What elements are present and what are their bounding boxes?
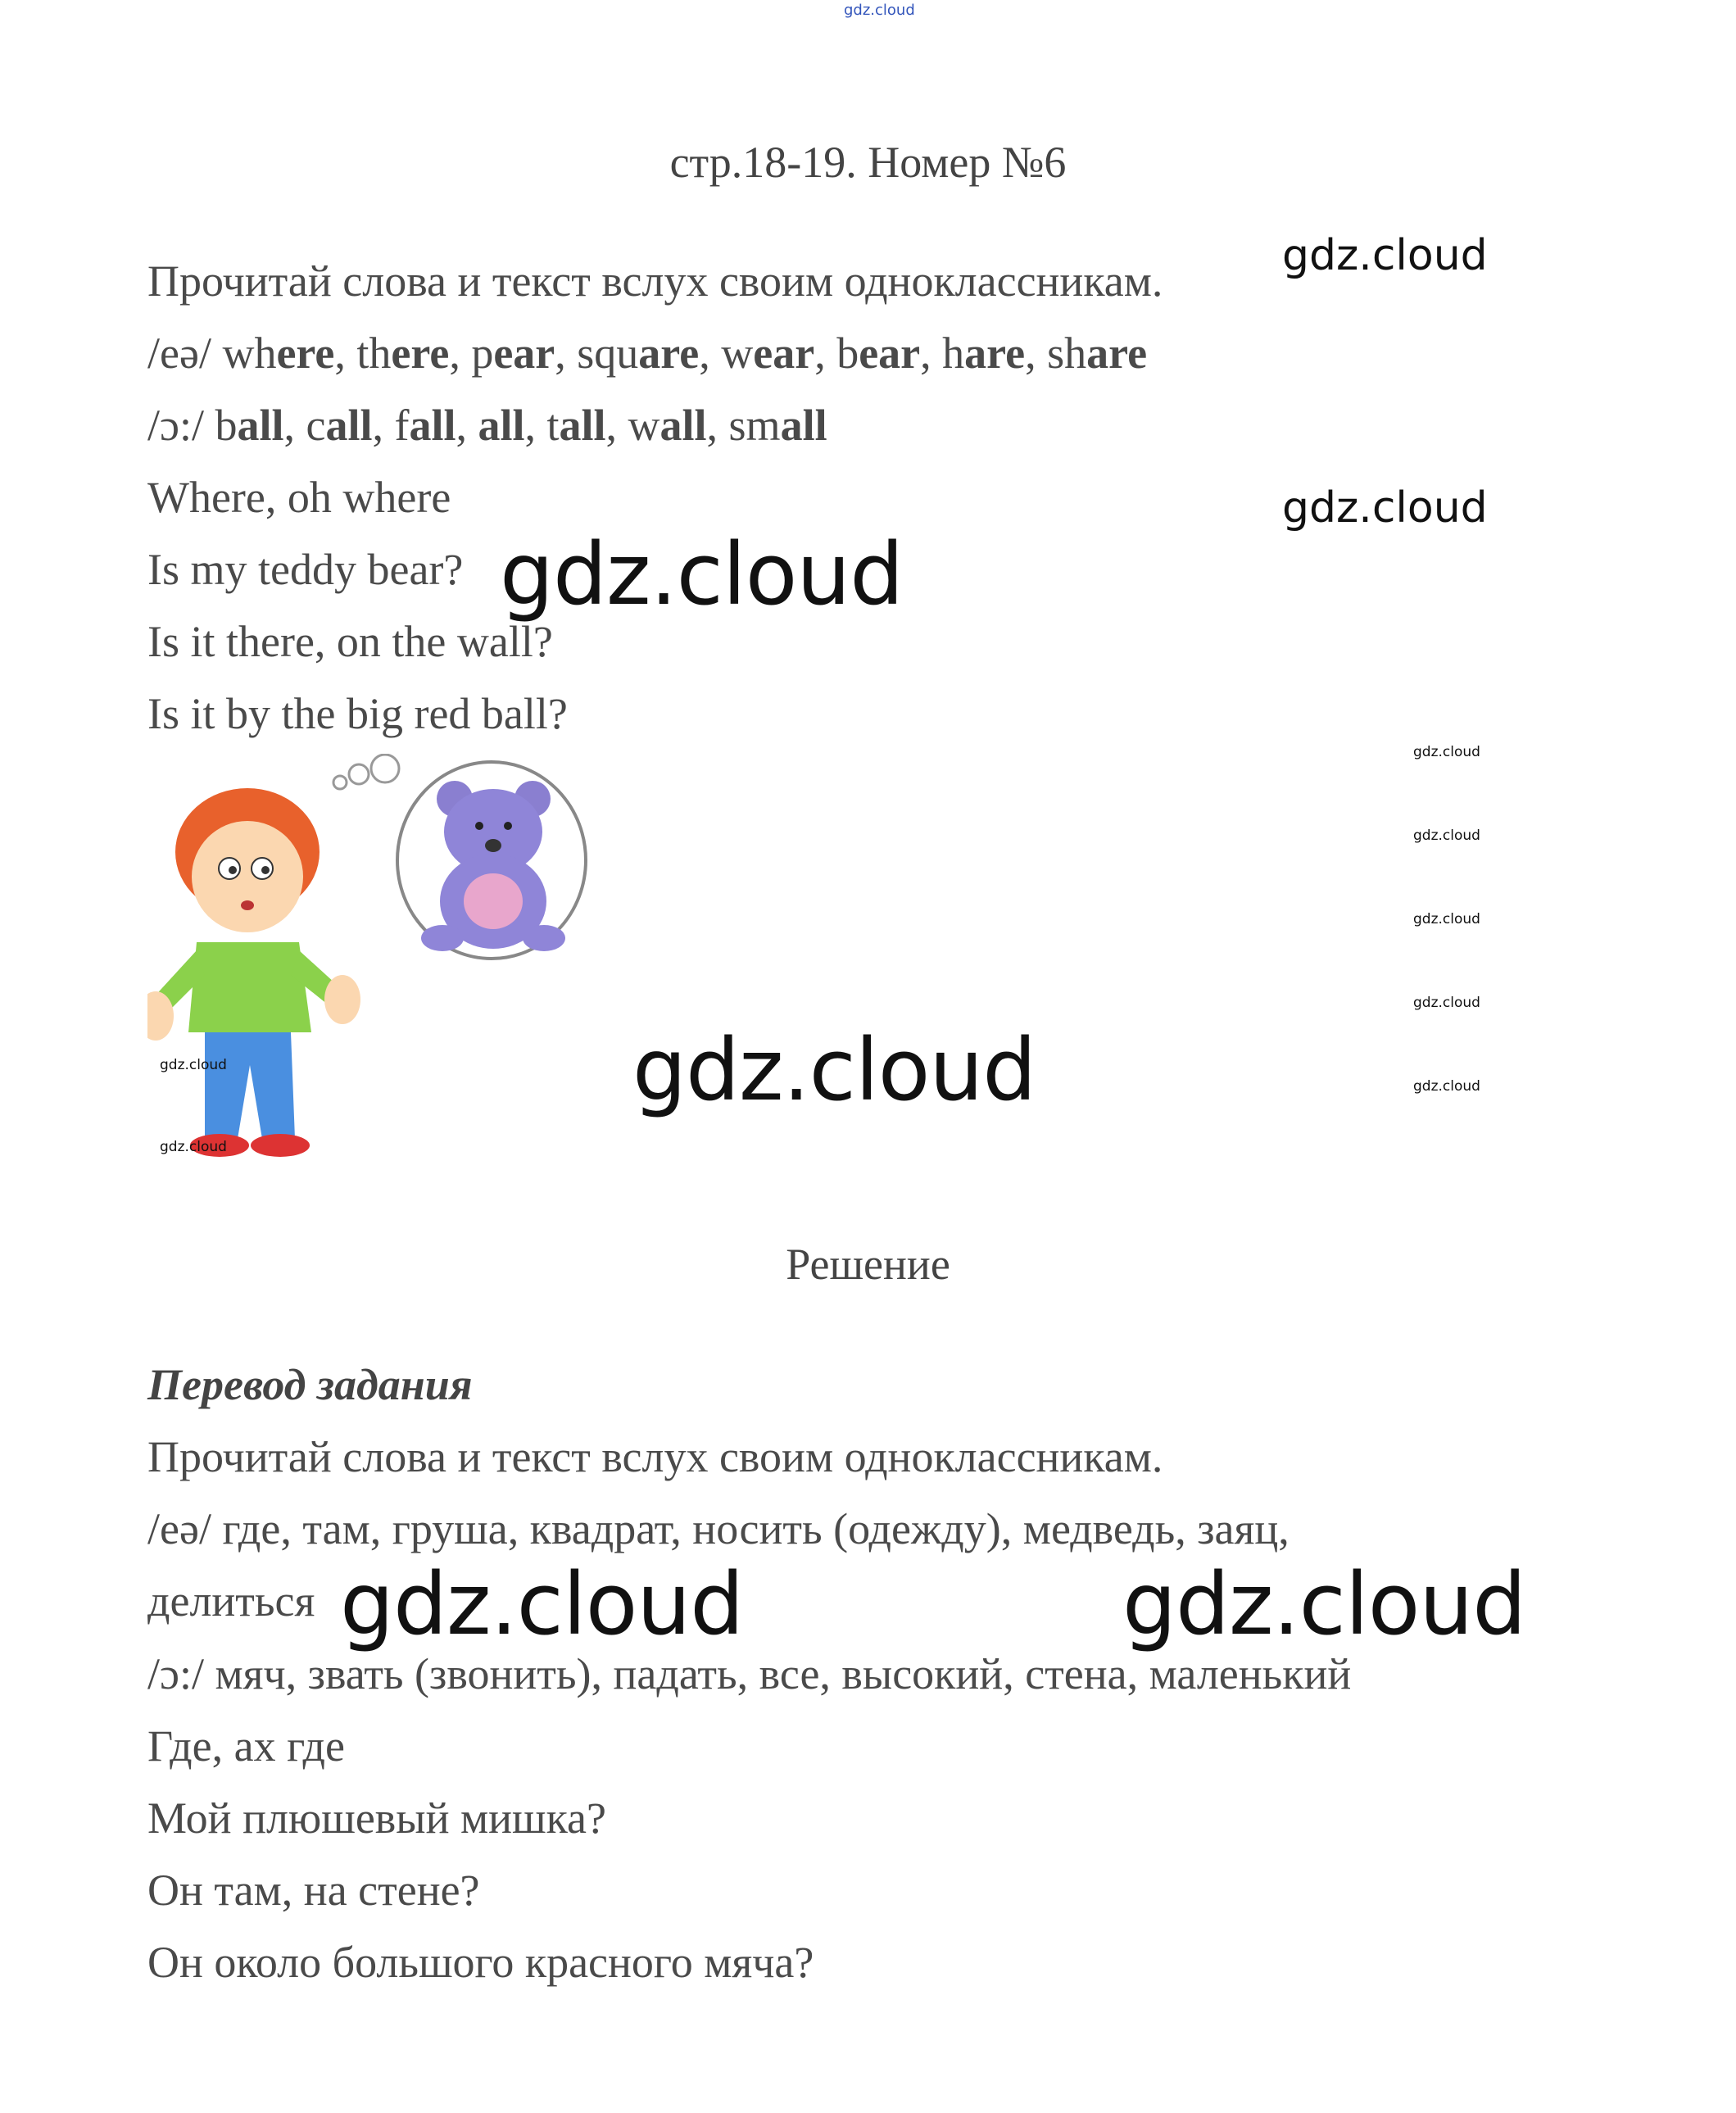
word-part: p	[471, 329, 494, 378]
word-bold-part: are	[964, 329, 1026, 378]
translation-line-ea-2: делиться	[147, 1576, 315, 1626]
word-part: wh	[222, 329, 277, 378]
phoneme-word	[306, 401, 373, 450]
word-bold-part: all	[325, 401, 373, 450]
word-bold-part: ear	[753, 329, 815, 378]
phoneme-symbol: /ɔ:/	[147, 401, 215, 450]
word-part: b	[836, 329, 859, 378]
translation-poem-line-2: Мой плюшевый мишка?	[147, 1793, 606, 1843]
phoneme-word	[729, 401, 827, 450]
phoneme-line-o: /ɔ:/ ball, call, fall, all, tall, wall, small	[147, 401, 827, 450]
watermark-medium: gdz.cloud	[1282, 231, 1488, 280]
phoneme-word	[356, 329, 449, 378]
word-bold-part: all	[659, 401, 707, 450]
watermark-small: gdz.cloud	[1413, 995, 1480, 1011]
word-part: t	[546, 401, 560, 450]
translation-line-o: /ɔ:/ мяч, звать (звонить), падать, все, высокий, стена, маленький	[147, 1649, 1352, 1698]
phoneme-word	[215, 401, 283, 450]
translation-poem-line-1: Где, ах где	[147, 1721, 345, 1771]
watermark-large: gdz.cloud	[632, 1020, 1036, 1120]
page-title: стр.18-19. Номер №6	[669, 138, 1067, 187]
thought-dot-icon	[349, 764, 369, 784]
phoneme-word	[628, 401, 707, 450]
translation-poem-line-3: Он там, на стене?	[147, 1866, 480, 1915]
word-part: sh	[1047, 329, 1087, 378]
phoneme-word	[1047, 329, 1147, 378]
word-part: c	[306, 401, 326, 450]
phoneme-word	[577, 329, 699, 378]
word-part: squ	[577, 329, 639, 378]
poem-line-2: Is my teddy bear?	[147, 545, 464, 594]
watermark-small: gdz.cloud	[1413, 828, 1480, 844]
word-bold-part: are	[638, 329, 700, 378]
phoneme-word	[836, 329, 920, 378]
phoneme-line-ea: /eə/ where, there, pear, square, wear, bear, hare, share	[147, 329, 1148, 378]
word-bold-part: ear	[859, 329, 921, 378]
word-part: h	[942, 329, 965, 378]
word-bold-part: all	[478, 401, 525, 450]
watermark-medium: gdz.cloud	[1282, 483, 1488, 533]
phoneme-word	[547, 401, 606, 450]
word-bold-part: ere	[276, 329, 335, 378]
watermark-large: gdz.cloud	[1122, 1554, 1526, 1654]
word-bold-part: all	[780, 401, 827, 450]
thought-dot-icon	[371, 755, 399, 782]
poem-line-1: Where, oh where	[147, 473, 451, 522]
translation-heading: Перевод задания	[147, 1360, 473, 1409]
phoneme-word	[478, 401, 524, 450]
translation-line-ea-1: /eə/ где, там, груша, квадрат, носить (одежду), медведь, заяц,	[147, 1504, 1290, 1553]
phoneme-word	[394, 401, 456, 450]
task-instruction: Прочитай слова и текст вслух своим одноклассникам.	[147, 256, 1163, 306]
phoneme-word	[721, 329, 814, 378]
watermark-small: gdz.cloud	[1413, 1078, 1480, 1095]
translation-instruction: Прочитай слова и текст вслух своим одноклассникам.	[147, 1432, 1163, 1481]
watermark-top: gdz.cloud	[844, 2, 915, 19]
word-part: sm	[728, 401, 781, 450]
word-bold-part: ere	[391, 329, 450, 378]
word-part: w	[721, 329, 754, 378]
word-bold-part: all	[237, 401, 284, 450]
word-part: w	[628, 401, 660, 450]
poem-line-3: Is it there, on the wall?	[147, 617, 553, 666]
word-part: th	[356, 329, 392, 378]
boy-thinking-teddy-illustration	[147, 754, 590, 1172]
word-bold-part: are	[1086, 329, 1148, 378]
word-part: f	[394, 401, 410, 450]
translation-poem-line-4: Он около большого красного мяча?	[147, 1938, 814, 1987]
solution-title: Решение	[786, 1240, 950, 1289]
phoneme-word	[942, 329, 1025, 378]
watermark-small: gdz.cloud	[1413, 911, 1480, 927]
watermark-small: gdz.cloud	[1413, 744, 1480, 760]
word-bold-part: all	[409, 401, 456, 450]
watermark-small: gdz.cloud	[160, 1139, 227, 1155]
word-part: b	[215, 401, 238, 450]
watermark-large: gdz.cloud	[340, 1554, 744, 1654]
watermark-large: gdz.cloud	[500, 524, 904, 624]
boy-icon	[147, 788, 360, 1157]
phoneme-symbol: /eə/	[147, 329, 223, 378]
watermark-small: gdz.cloud	[160, 1057, 227, 1073]
word-bold-part: ear	[493, 329, 555, 378]
phoneme-word	[222, 329, 334, 378]
poem-line-4: Is it by the big red ball?	[147, 689, 568, 738]
thought-dot-icon	[333, 776, 347, 789]
word-bold-part: all	[559, 401, 606, 450]
phoneme-word	[471, 329, 555, 378]
